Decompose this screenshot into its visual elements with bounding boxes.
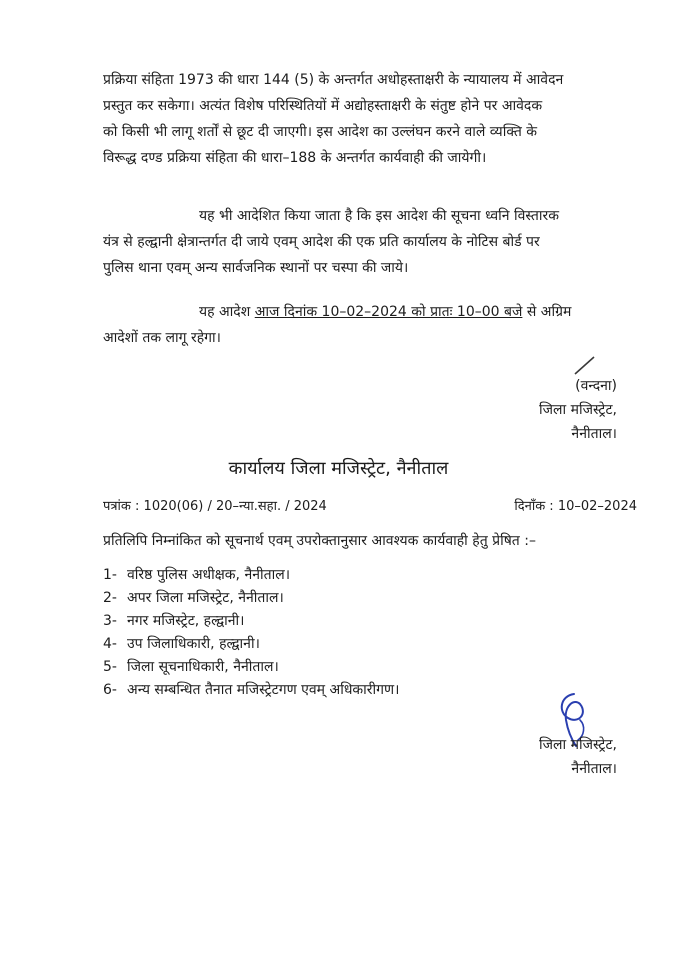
signatory-place: नैनीताल। [571,426,617,442]
effective-prefix: यह आदेश [199,304,251,320]
signatory-name: (वन्दना) [575,378,617,394]
list-number: 4- [103,636,117,652]
letter-date: दिनाँक : 10–02–2024 [514,499,637,514]
list-item [103,588,399,611]
list-number: 5- [103,659,117,675]
signatory-designation: जिला मजिस्ट्रेट, [539,402,617,418]
list-item [103,611,399,634]
list-text: नगर मजिस्ट्रेट, हल्द्वानी। [127,613,245,629]
list-text: जिला सूचनाधिकारी, नैनीताल। [127,659,279,675]
signature-block-bottom [539,733,617,781]
text-line: को किसी भी लागू शर्तों से छूट दी जाएगी। इस आदेश का उल्लंघन करने वाले व्यक्ति के [103,124,538,140]
paragraph-publicity [103,203,639,281]
effective-date-underlined: आज दिनांक 10–02–2024 को प्रातः 10–00 बजे [254,304,523,320]
text-line: यह भी आदेशित किया जाता है कि इस आदेश की सूचना ध्वनि विस्तारक [199,208,559,224]
text-line: प्रस्तुत कर सकेगा। अत्यंत विशेष परिस्थितियों में अद्योहस्ताक्षरी के संतुष्ट होने पर आवेदक [103,98,543,114]
text-line: प्रक्रिया संहिता 1973 की धारा 144 (5) के अन्तर्गत अधोहस्ताक्षरी के न्यायालय में आवेदन [103,72,564,88]
letter-number: पत्रांक : 1020(06) / 20–न्या.सहा. / 2024 [103,499,327,514]
copy-to-intro [103,528,639,554]
signature-block-top [539,374,617,446]
list-number: 3- [103,613,117,629]
text-line: यंत्र से हल्द्वानी क्षेत्रान्तर्गत दी जाये एवम् आदेश की एक प्रति कार्यालय के नोटिस बोर्ड पर [103,234,540,250]
signature-mark-top [572,354,598,376]
text-line: प्रतिलिपि निम्नांकित को सूचनार्थ एवम् उपरोक्तानुसार आवश्यक कार्यवाही हेतु प्रेषित :– [103,533,536,549]
list-text: वरिष्ठ पुलिस अधीक्षक, नैनीताल। [127,567,291,583]
list-text: अपर जिला मजिस्ट्रेट, नैनीताल। [127,590,284,606]
paragraph-effective-date [103,299,639,351]
list-item [103,657,399,680]
list-number: 2- [103,590,117,606]
list-text: अन्य सम्बन्धित तैनात मजिस्ट्रेटगण एवम् अधिकारीगण। [127,682,400,698]
effective-suffix: से अग्रिम [526,304,572,320]
signatory-designation: जिला मजिस्ट्रेट, [539,737,617,753]
list-text: उप जिलाधिकारी, हल्द्वानी। [127,636,260,652]
text-line [103,299,639,325]
signatory-place: नैनीताल। [571,761,617,777]
list-item [103,565,399,588]
office-heading: कार्यालय जिला मजिस्ट्रेट, नैनीताल [228,458,449,479]
text-line: आदेशों तक लागू रहेगा। [103,330,221,346]
list-item [103,634,399,657]
list-number: 6- [103,682,117,698]
paragraph-order-terms [103,67,639,171]
list-item [103,680,399,703]
recipient-list [103,565,399,703]
text-line: विरूद्ध दण्ड प्रक्रिया संहिता की धारा–188 के अन्तर्गत कार्यवाही की जायेगी। [103,150,487,166]
list-number: 1- [103,567,117,583]
text-line: पुलिस थाना एवम् अन्य सार्वजनिक स्थानों पर चस्पा की जाये। [103,260,409,276]
